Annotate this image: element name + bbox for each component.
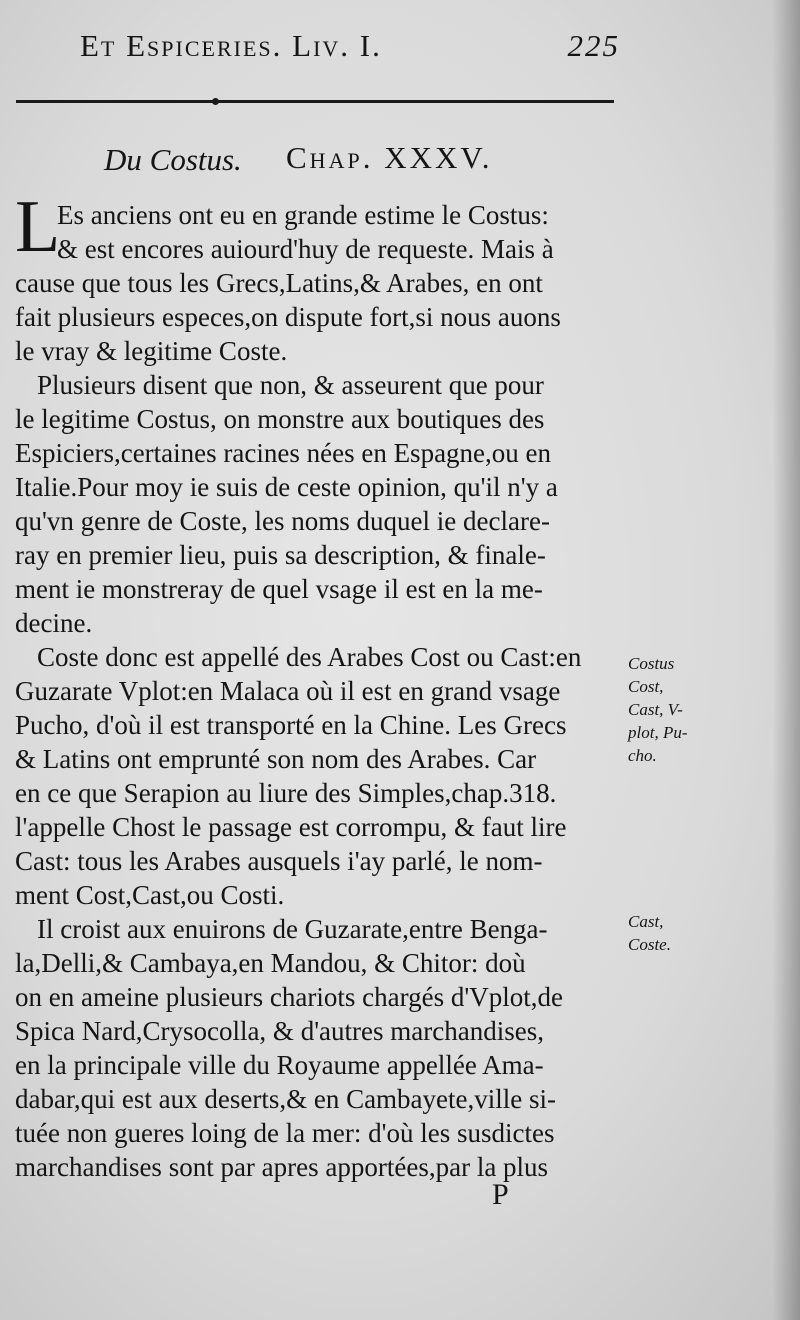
text-line: qu'vn genre de Coste, les noms duquel ie declare-: [15, 506, 550, 536]
margin-note: [628, 910, 728, 956]
text-line: Italie.Pour moy ie suis de ceste opinion, qu'il n'y a: [15, 472, 558, 502]
text-line: en ce que Serapion au liure des Simples,chap.318.: [15, 778, 557, 808]
page-edge-shadow: [772, 0, 800, 1320]
margin-note-line: Cast,: [628, 912, 664, 931]
drop-cap: L: [15, 186, 61, 268]
text-line: Plusieurs disent que non, & asseurent que pour: [37, 370, 544, 400]
margin-note-line: Costus: [628, 654, 675, 673]
text-line: l'appelle Chost le passage est corrompu, & faut lire: [15, 812, 567, 842]
chapter-topic: Du Costus.: [104, 142, 242, 177]
text-line: Guzarate Vplot:en Malaca où il est en grand vsage: [15, 676, 561, 706]
text-line: tuée non gueres loing de la mer: d'où les susdictes: [15, 1118, 555, 1148]
text-line: dabar,qui est aux deserts,& en Cambayete,ville si-: [15, 1084, 557, 1114]
chapter-number: Chap. XXXV.: [286, 140, 493, 175]
text-line: Espiciers,certaines racines nées en Espagne,ou en: [15, 438, 552, 468]
text-line: & est encores auiourd'huy de requeste. Mais à: [57, 234, 554, 264]
text-line: decine.: [15, 608, 93, 638]
margin-note-line: Cost,: [628, 677, 664, 696]
chapter-heading: [104, 140, 604, 184]
text-line: ment ie monstreray de quel vsage il est en la me-: [15, 574, 543, 604]
text-line: & Latins ont emprunté son nom des Arabes. Car: [15, 744, 537, 774]
header-rule: [16, 100, 614, 103]
text-line: la,Delli,& Cambaya,en Mandou, & Chitor: doù: [15, 948, 526, 978]
margin-note-line: Cast, V-: [628, 700, 683, 719]
text-line: le legitime Costus, on monstre aux boutiques des: [15, 404, 545, 434]
running-title: Et Espiceries. Liv. I.: [80, 28, 382, 63]
text-line: Cast: tous les Arabes ausquels i'ay parlé, le nom-: [15, 846, 543, 876]
margin-note: [628, 652, 728, 767]
page-number: 225: [567, 28, 620, 63]
text-line: marchandises sont par apres apportées,par la plus: [15, 1152, 549, 1182]
text-line: en la principale ville du Royaume appellée Ama-: [15, 1050, 544, 1080]
signature-mark: P: [492, 1178, 509, 1211]
text-line: fait plusieurs especes,on dispute fort,si nous auons: [15, 302, 561, 332]
body-text: [15, 198, 625, 1184]
text-line: Coste donc est appellé des Arabes Cost ou Cast:en: [37, 642, 582, 672]
text-line: Il croist aux enuirons de Guzarate,entre Benga-: [37, 914, 548, 944]
margin-note-line: Coste.: [628, 935, 671, 954]
margin-note-line: plot, Pu-: [628, 723, 688, 742]
text-line: Pucho, d'où il est transporté en la Chine. Les Grecs: [15, 710, 567, 740]
running-head: [80, 28, 620, 68]
text-line: cause que tous les Grecs,Latins,& Arabes, en ont: [15, 268, 543, 298]
margin-note-line: cho.: [628, 746, 657, 765]
text-line: Es anciens ont eu en grande estime le Costus:: [57, 200, 549, 230]
text-line: ray en premier lieu, puis sa description, & finale-: [15, 540, 546, 570]
text-line: ment Cost,Cast,ou Costi.: [15, 880, 285, 910]
text-line: Spica Nard,Crysocolla, & d'autres marchandises,: [15, 1016, 544, 1046]
text-line: on en ameine plusieurs chariots chargés d'Vplot,de: [15, 982, 563, 1012]
text-line: le vray & legitime Coste.: [15, 336, 288, 366]
